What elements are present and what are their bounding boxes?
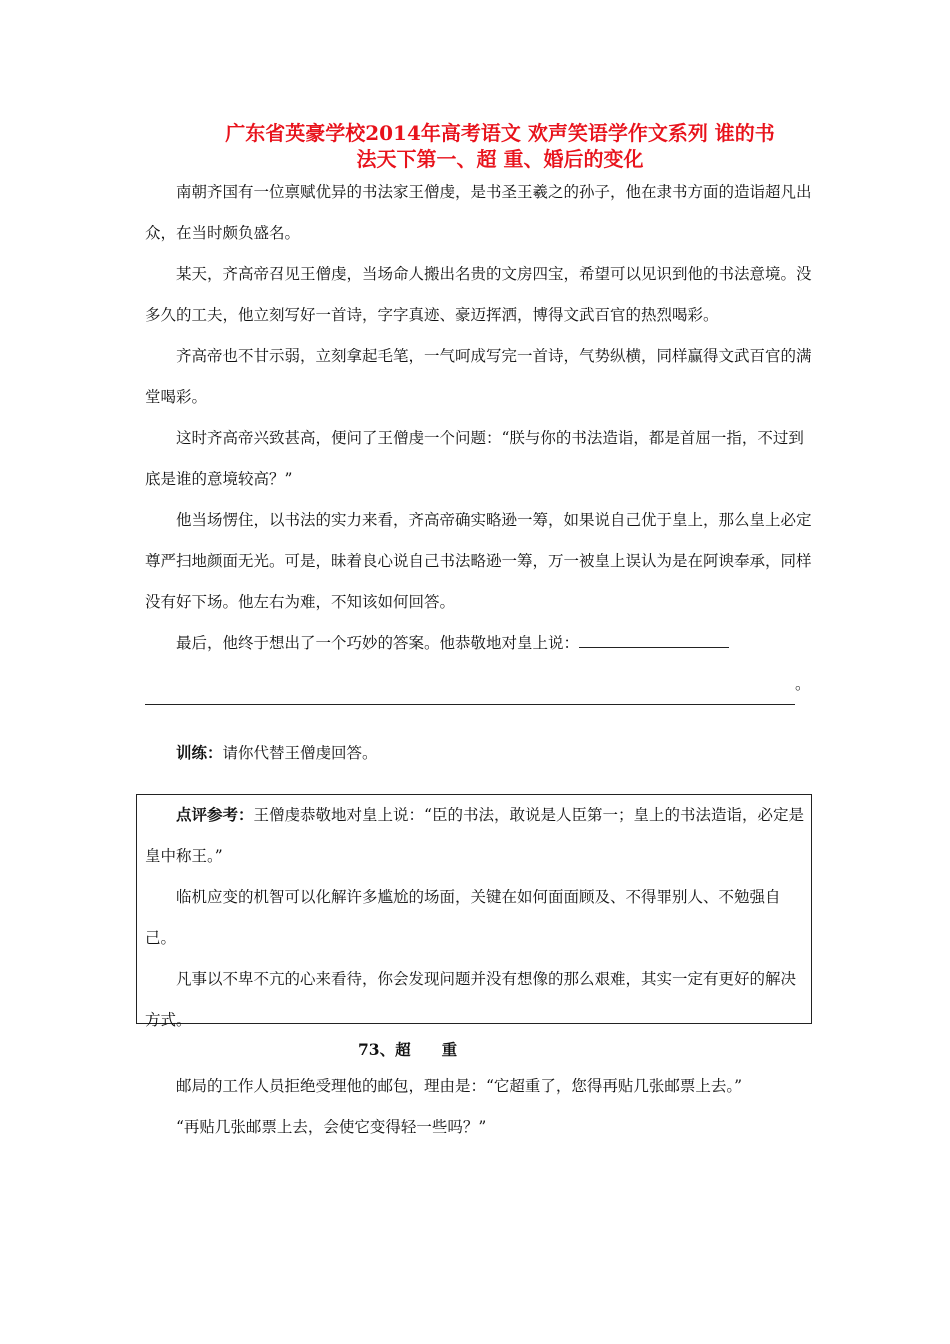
story-paragraph-5: 他当场愣住，以书法的实力来看，齐高帝确实略逊一筹，如果说自己优于皇上，那么皇上必定尊严扫地颜面无光。可是，昧着良心说自己书法略逊一筹，万一被皇上误认为是在阿谀奉承，同样没有好下场。他左右为难，不知该如何回答。: [145, 511, 812, 611]
review-box: [136, 794, 812, 1029]
title-line-2: 法天下第一、超 重、婚后的变化: [356, 147, 644, 171]
answer-end-mark: 。: [795, 675, 811, 693]
review-paragraph-1-text: 王僧虔恭敬地对皇上说：“臣的书法，敢说是人臣第一；皇上的书法造诣，必定是皇中称王。”: [145, 806, 804, 865]
story-section: [145, 172, 815, 705]
review-paragraph-2: 临机应变的机智可以化解许多尴尬的场面，关键在如何面面顾及、不得罪别人、不勉强自己。: [145, 888, 781, 947]
training-label: 训练：: [176, 743, 223, 762]
story-paragraph-4: 这时齐高帝兴致甚高，便问了王僧虔一个问题：“朕与你的书法造诣，都是首屈一指，不过到底是谁的意境较高？”: [145, 429, 804, 488]
answer-blank-inline: [579, 629, 729, 648]
review-paragraph-1: [145, 794, 809, 877]
training-line: [145, 732, 815, 774]
document-title: [150, 120, 850, 172]
section-73-paragraph-2: “再贴几张邮票上去，会使它变得轻一些吗？”: [176, 1118, 487, 1136]
section-73-body: [145, 1066, 815, 1148]
answer-blank-rule: [145, 682, 795, 705]
review-paragraph-3: 凡事以不卑不亢的心来看待，你会发现问题并没有想像的那么艰难，其实一定有更好的解决方式。: [145, 970, 797, 1029]
story-paragraph-1: 南朝齐国有一位禀赋优异的书法家王僧虔，是书圣王羲之的孙子，他在隶书方面的造诣超凡出众，在当时颇负盛名。: [145, 183, 812, 242]
training-section: [145, 732, 815, 774]
section-73-paragraph-1: 邮局的工作人员拒绝受理他的邮包，理由是：“它超重了，您得再贴几张邮票上去。”: [176, 1077, 743, 1095]
review-label: 点评参考：: [176, 805, 254, 824]
story-paragraph-6: [145, 623, 815, 664]
answer-blank-line: [145, 664, 815, 705]
story-paragraph-3: 齐高帝也不甘示弱，立刻拿起毛笔，一气呵成写完一首诗，气势纵横，同样赢得文武百官的满堂喝彩。: [145, 347, 812, 406]
story-paragraph-6-text: 最后，他终于想出了一个巧妙的答案。他恭敬地对皇上说：: [176, 634, 580, 652]
section-73-heading: 73、超 重: [358, 1040, 458, 1059]
training-text: 请你代替王僧虔回答。: [222, 744, 378, 762]
story-paragraph-2: 某天，齐高帝召见王僧虔，当场命人搬出名贵的文房四宝，希望可以见识到他的书法意境。没多久的工夫，他立刻写好一首诗，字字真迹、豪迈挥洒，博得文武百官的热烈喝彩。: [145, 265, 812, 324]
title-line-1: 广东省英豪学校2014年高考语文 欢声笑语学作文系列 谁的书: [225, 121, 775, 145]
